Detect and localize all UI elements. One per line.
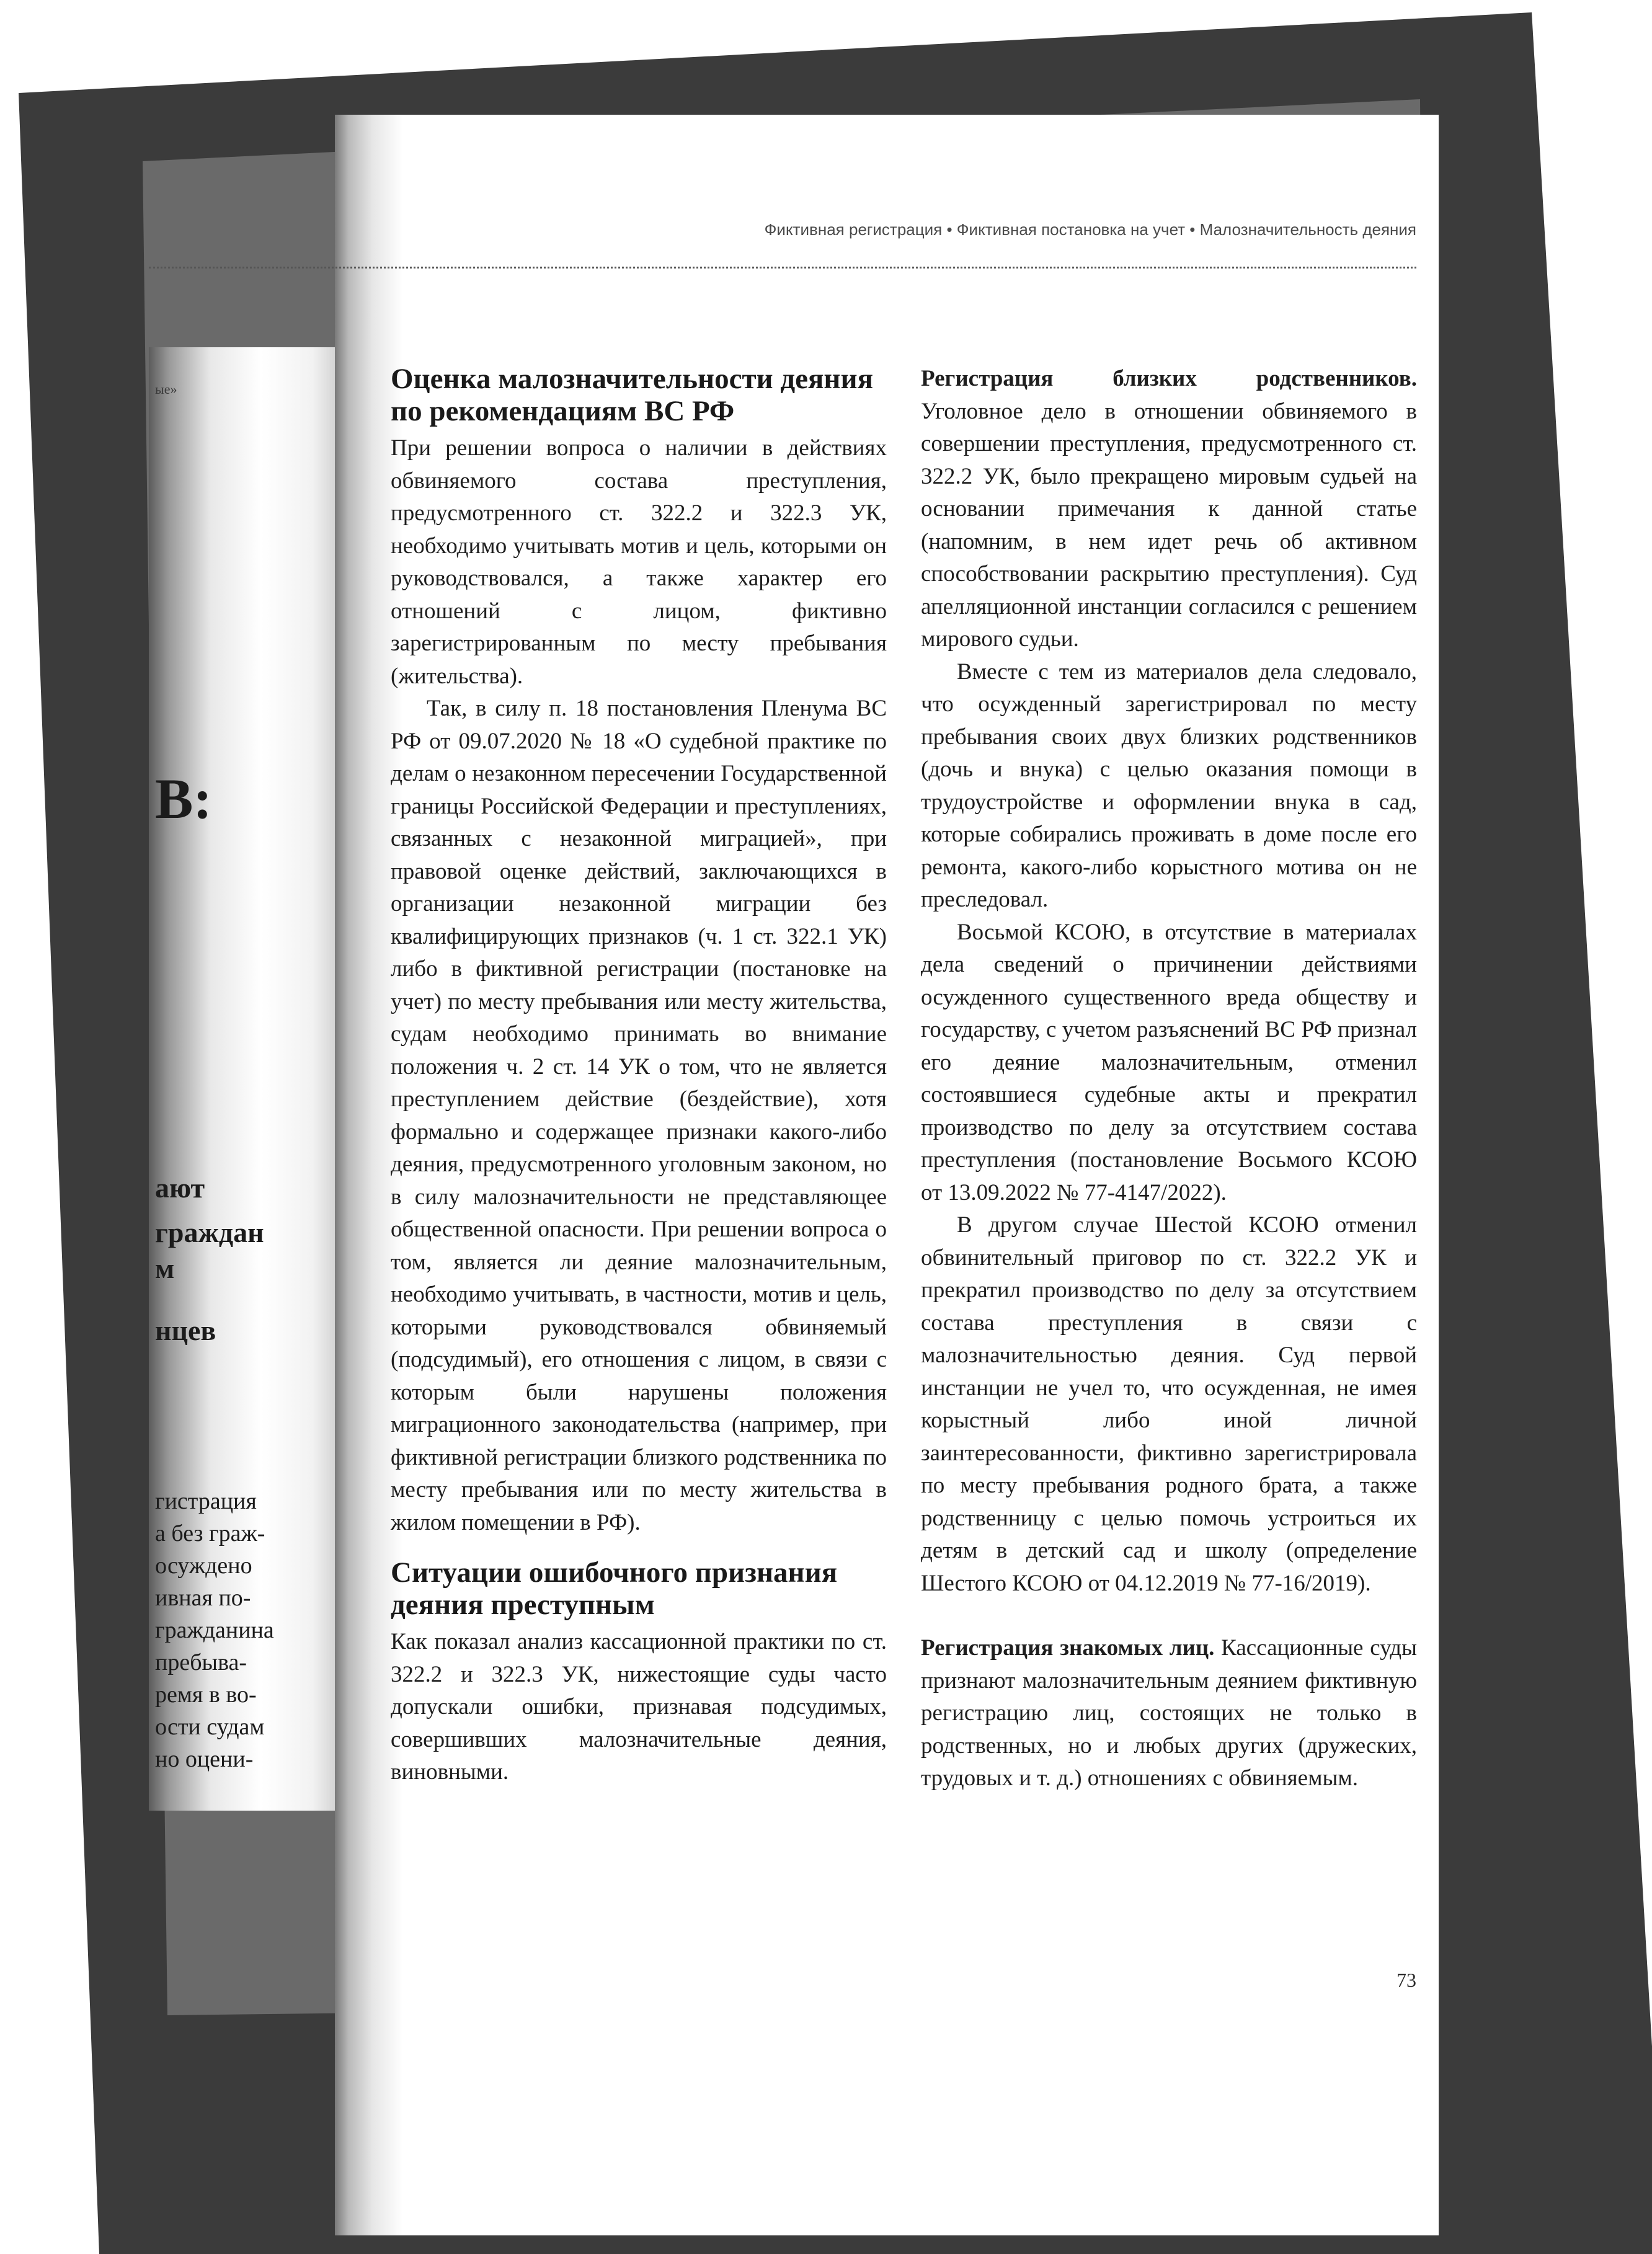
- paragraph: Как показал анализ кассационной практики по ст. 322.2 и 322.3 УК, нижестоящие суды часто допускали ошибки, признавая подсудимых, совершивших малозначительные деяния, виновными.: [391, 1629, 887, 1785]
- paragraph: При решении вопроса о наличии в действиях обвиняемого состава преступления, предусмотренного ст. 322.2 и 322.3 УК, необходимо учитывать мотив и цель, которыми он руководствовался, а также характер его отношений с лицом, фиктивно зарегистрированным по месту пребывания (жительства).: [391, 435, 887, 689]
- facing-page-body-line: гражданина: [155, 1617, 274, 1643]
- running-head: Фиктивная регистрация • Фиктивная постановка на учет • Малозначительность деяния: [764, 220, 1416, 239]
- facing-page-body-line: гистрация: [155, 1488, 257, 1514]
- facing-page-heading-line: нцев: [155, 1315, 216, 1346]
- section-heading: Ситуации ошибочного признания деяния преступным: [391, 1556, 838, 1621]
- header-dotted-rule: [149, 267, 1416, 268]
- facing-page-heading-line: ают: [155, 1172, 205, 1204]
- facing-page-body-line: но оцени-: [155, 1746, 254, 1772]
- facing-page-big-letter: В:: [155, 767, 212, 830]
- facing-page-quote: ые»: [155, 381, 177, 397]
- magazine-page: [335, 115, 1439, 2235]
- facing-page-body-line: ремя в во-: [155, 1682, 257, 1708]
- paragraph: Так, в силу п. 18 постановления Пленума ВС РФ от 09.07.2020 № 18 «О судебной практике по делам о незаконном пересечении Государственной границы Российской Федерации и преступлениях, связанных с незаконной миграцией», при правовой оценке действий, заключающихся в организации незаконной миграции без квалифицирующих признаков (ч. 1 ст. 322.1 УК) либо в фиктивной регистрации (постановке на учет) по месту пребывания или месту жительства, судам необходимо принимать во внимание положения ч. 2 ст. 14 УК о том, что не является преступлением действие (бездействие), хотя формально и содержащее признаки какого-либо деяния, предусмотренного уголовным законом, но в силу малозначительности не представляющее общественной опасности. При решении вопроса о том, является ли деяние малозначительным, необходимо учитывать, в частности, мотив и цель, которыми руководствовался обвиняемый (подсудимый), его отношения с лицом, в связи с которым были нарушены положения миграционного законодательства (например, при фиктивной регистрации близкого родственника по месту пребывания или по месту жительства в жилом помещении в РФ).: [391, 696, 887, 1535]
- paragraph: В другом случае Шестой КСОЮ отменил обвинительный приговор по ст. 322.2 УК и прекратил производство по делу за отсутствием состава преступления в связи с малозначительностью деяния. Суд первой инстанции не учел то, что осужденная, не имея корыстный либо иной личной заинтересованности, фиктивно зарегистрировала по месту пребывания родного брата, а также родственницу с целью помочь устроиться их детям в детский сад и школу (определение Шестого КСОЮ от 04.12.2019 № 77-16/2019).: [921, 1212, 1417, 1596]
- paragraph-text: Кассационные суды признают малозначительным деянием фиктивную регистрацию лиц, состоящих не только в родственных, но и любых других (дружеских, трудовых и т. д.) отношениях с обвиняемым.: [921, 1635, 1417, 1791]
- paragraph: [921, 363, 1417, 656]
- right-column: [921, 363, 1417, 1795]
- paragraph: Восьмой КСОЮ, в отсутствие в материалах дела сведений о причинении действиями осужденного существенного вреда обществу и государству, с учетом разъяснений ВС РФ признал его деяние малозначительным, отменил состоявшиеся судебные акты и прекратил производство по делу за отсутствием состава преступления (постановление Восьмого КСОЮ от 13.09.2022 № 77-4147/2022).: [921, 919, 1417, 1205]
- section-heading: Оценка малозначительности деяния по рекомендациям ВС РФ: [391, 363, 874, 427]
- facing-page-body-line: а без граж-: [155, 1520, 265, 1546]
- facing-page-body-line: ости судам: [155, 1714, 265, 1740]
- left-column: [391, 363, 887, 1789]
- facing-page-body-line: ивная по-: [155, 1585, 251, 1611]
- paragraph-text: Уголовное дело в отношении обвиняемого в совершении преступления, предусмотренного ст. 322.2 УК, было прекращено мировым судьей на основании примечания к данной статье (напомним, в нем идет речь об активном способствовании раскрытию преступления). Суд апелляционной инстанции согласился с решением мирового судьи.: [921, 398, 1417, 652]
- facing-page-heading-line: м: [155, 1253, 175, 1284]
- facing-page-body-line: пребыва-: [155, 1649, 247, 1675]
- paragraph: Вместе с тем из материалов дела следовало, что осужденный зарегистрировал по месту пребывания своих двух близких родственников (дочь и внука) с целью оказания помощи в трудоустройстве и оформлении внука в сад, которые собирались проживать в доме после его ремонта, какого-либо корыстного мотива он не преследовал.: [921, 659, 1417, 912]
- lead-in-bold: Регистрация знакомых лиц.: [921, 1635, 1215, 1661]
- page-number: 73: [1397, 1969, 1416, 1991]
- facing-page-heading-line: граждан: [155, 1217, 264, 1248]
- lead-in-bold: Регистрация близких родственников.: [921, 366, 1417, 391]
- facing-page-body-line: осуждено: [155, 1553, 252, 1579]
- paragraph: [921, 1632, 1417, 1795]
